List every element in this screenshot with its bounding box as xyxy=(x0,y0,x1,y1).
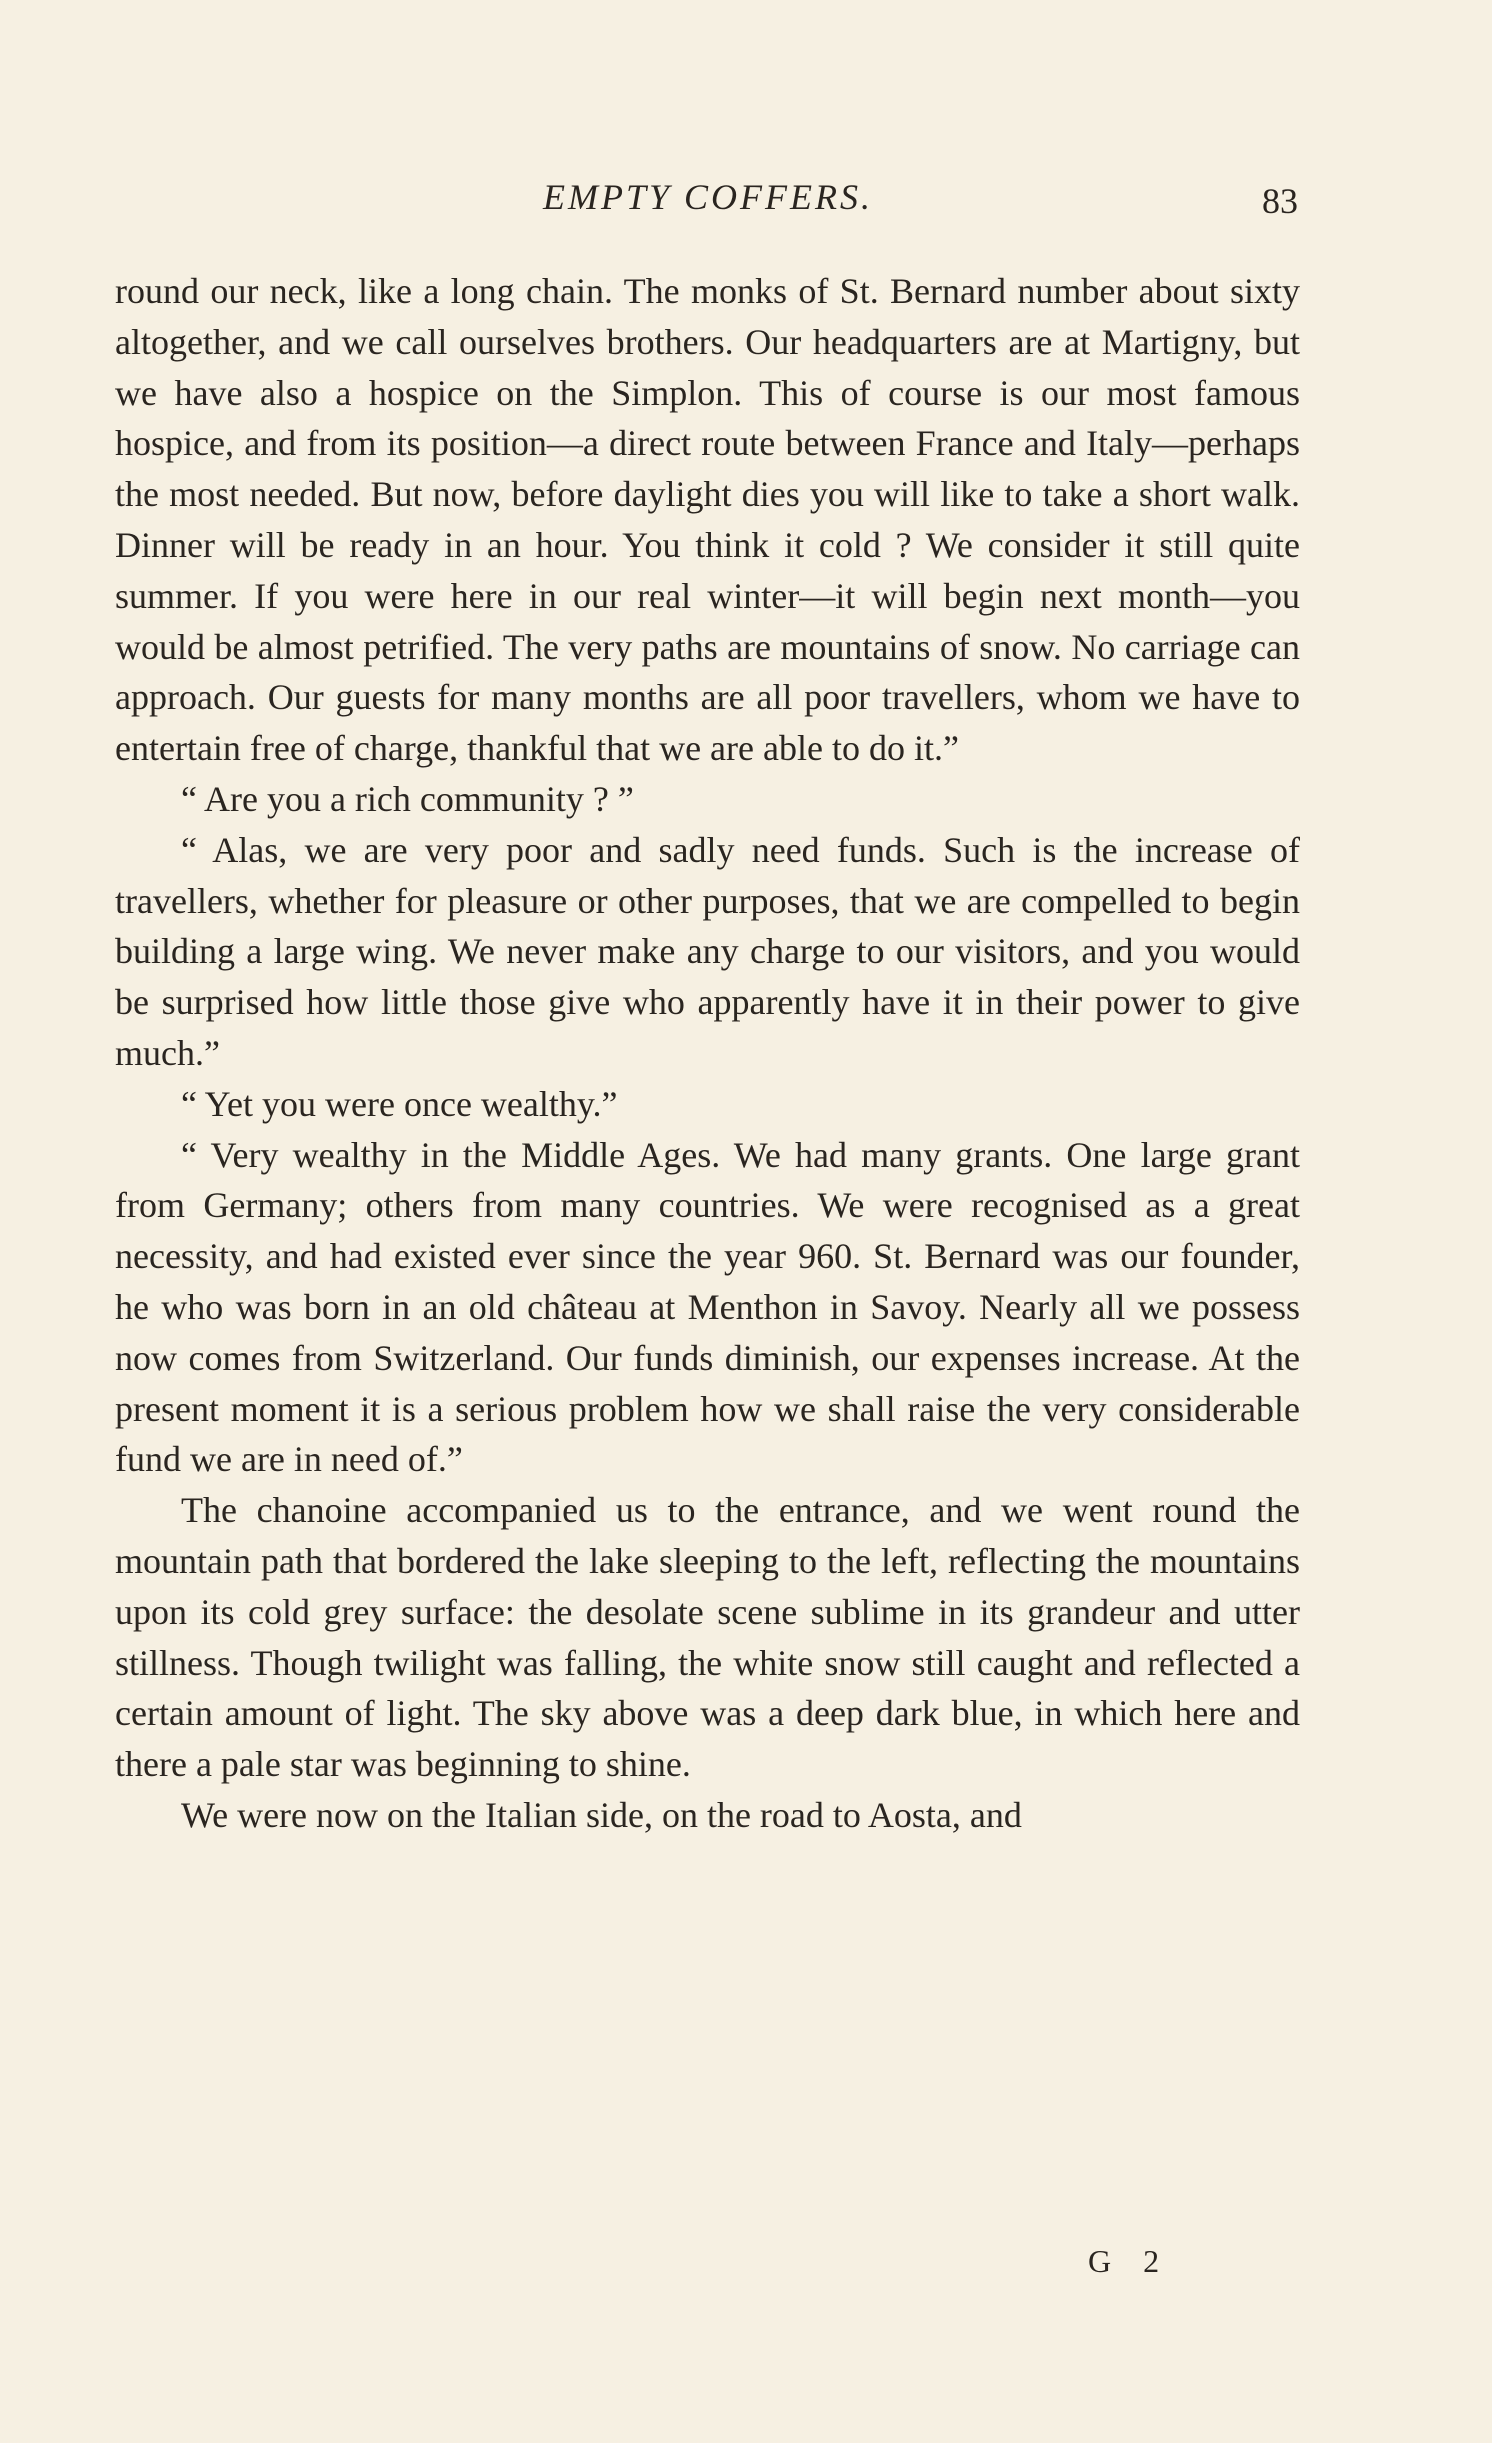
paragraph-middle-ages: “ Very wealthy in the Middle Ages. We had many grants. One large grant from Germany; others from many countries. We were recognised as a great necessity, and had existed ever since the year 960. St. Bernard was our founder, he who was born in an old château at Menthon in Savoy. Nearly all we possess now comes from Switzerland. Our funds diminish, our expenses increase. At the present moment it is a serious problem how we shall raise the very considerable fund we are in need of.” xyxy=(115,1134,1300,1480)
signature-mark: G 2 xyxy=(1088,2243,1172,2279)
paragraph-italian-side: We were now on the Italian side, on the road to Aosta, and xyxy=(181,1794,1022,1835)
paragraph-chanoine-walk: The chanoine accompanied us to the entrance, and we went round the mountain path that bordered the lake sleeping to the left, reflecting the mountains upon its cold grey surface: the desolate scene sublime in its grandeur and utter stillness. Though twilight was falling, the white snow still caught and reflected a certain amount of light. The sky above was a deep dark blue, in which here and there a pale star was beginning to shine. xyxy=(115,1490,1300,1785)
paragraph-poor-funds: “ Alas, we are very poor and sadly need funds. Such is the increase of travellers, whether for pleasure or other purposes, that we are compelled to begin building a large wing. We never make any charge to our visitors, and you would be surprised how little those give who apparently have it in their power to give much.” xyxy=(115,829,1300,1073)
running-title: EMPTY COFFERS. xyxy=(543,177,873,217)
paragraph-once-wealthy: “ Yet you were once wealthy.” xyxy=(181,1083,618,1124)
page-number: 83 xyxy=(1262,181,1298,221)
paragraph-question-rich-community: “ Are you a rich community ? ” xyxy=(181,778,634,819)
paragraph-continuation: round our neck, like a long chain. The monks of St. Bernard number about sixty altogether, and we call ourselves brothers. Our headquarters are at Martigny, but we have also a hospice on the Simplon. This of course is our most famous hospice, and from its position—a direct route between France and Italy—perhaps the most needed. But now, before daylight dies you will like to take a short walk. Dinner will be ready in an hour. You think it cold ? We consider it still quite summer. If you were here in our real winter—it will begin next month—you would be almost petrified. The very paths are mountains of snow. No carriage can approach. Our guests for many months are all poor travellers, whom we have to entertain free of charge, thankful that we are able to do it.” xyxy=(115,271,1300,769)
running-head xyxy=(118,172,1298,222)
body-text xyxy=(115,266,1300,1841)
